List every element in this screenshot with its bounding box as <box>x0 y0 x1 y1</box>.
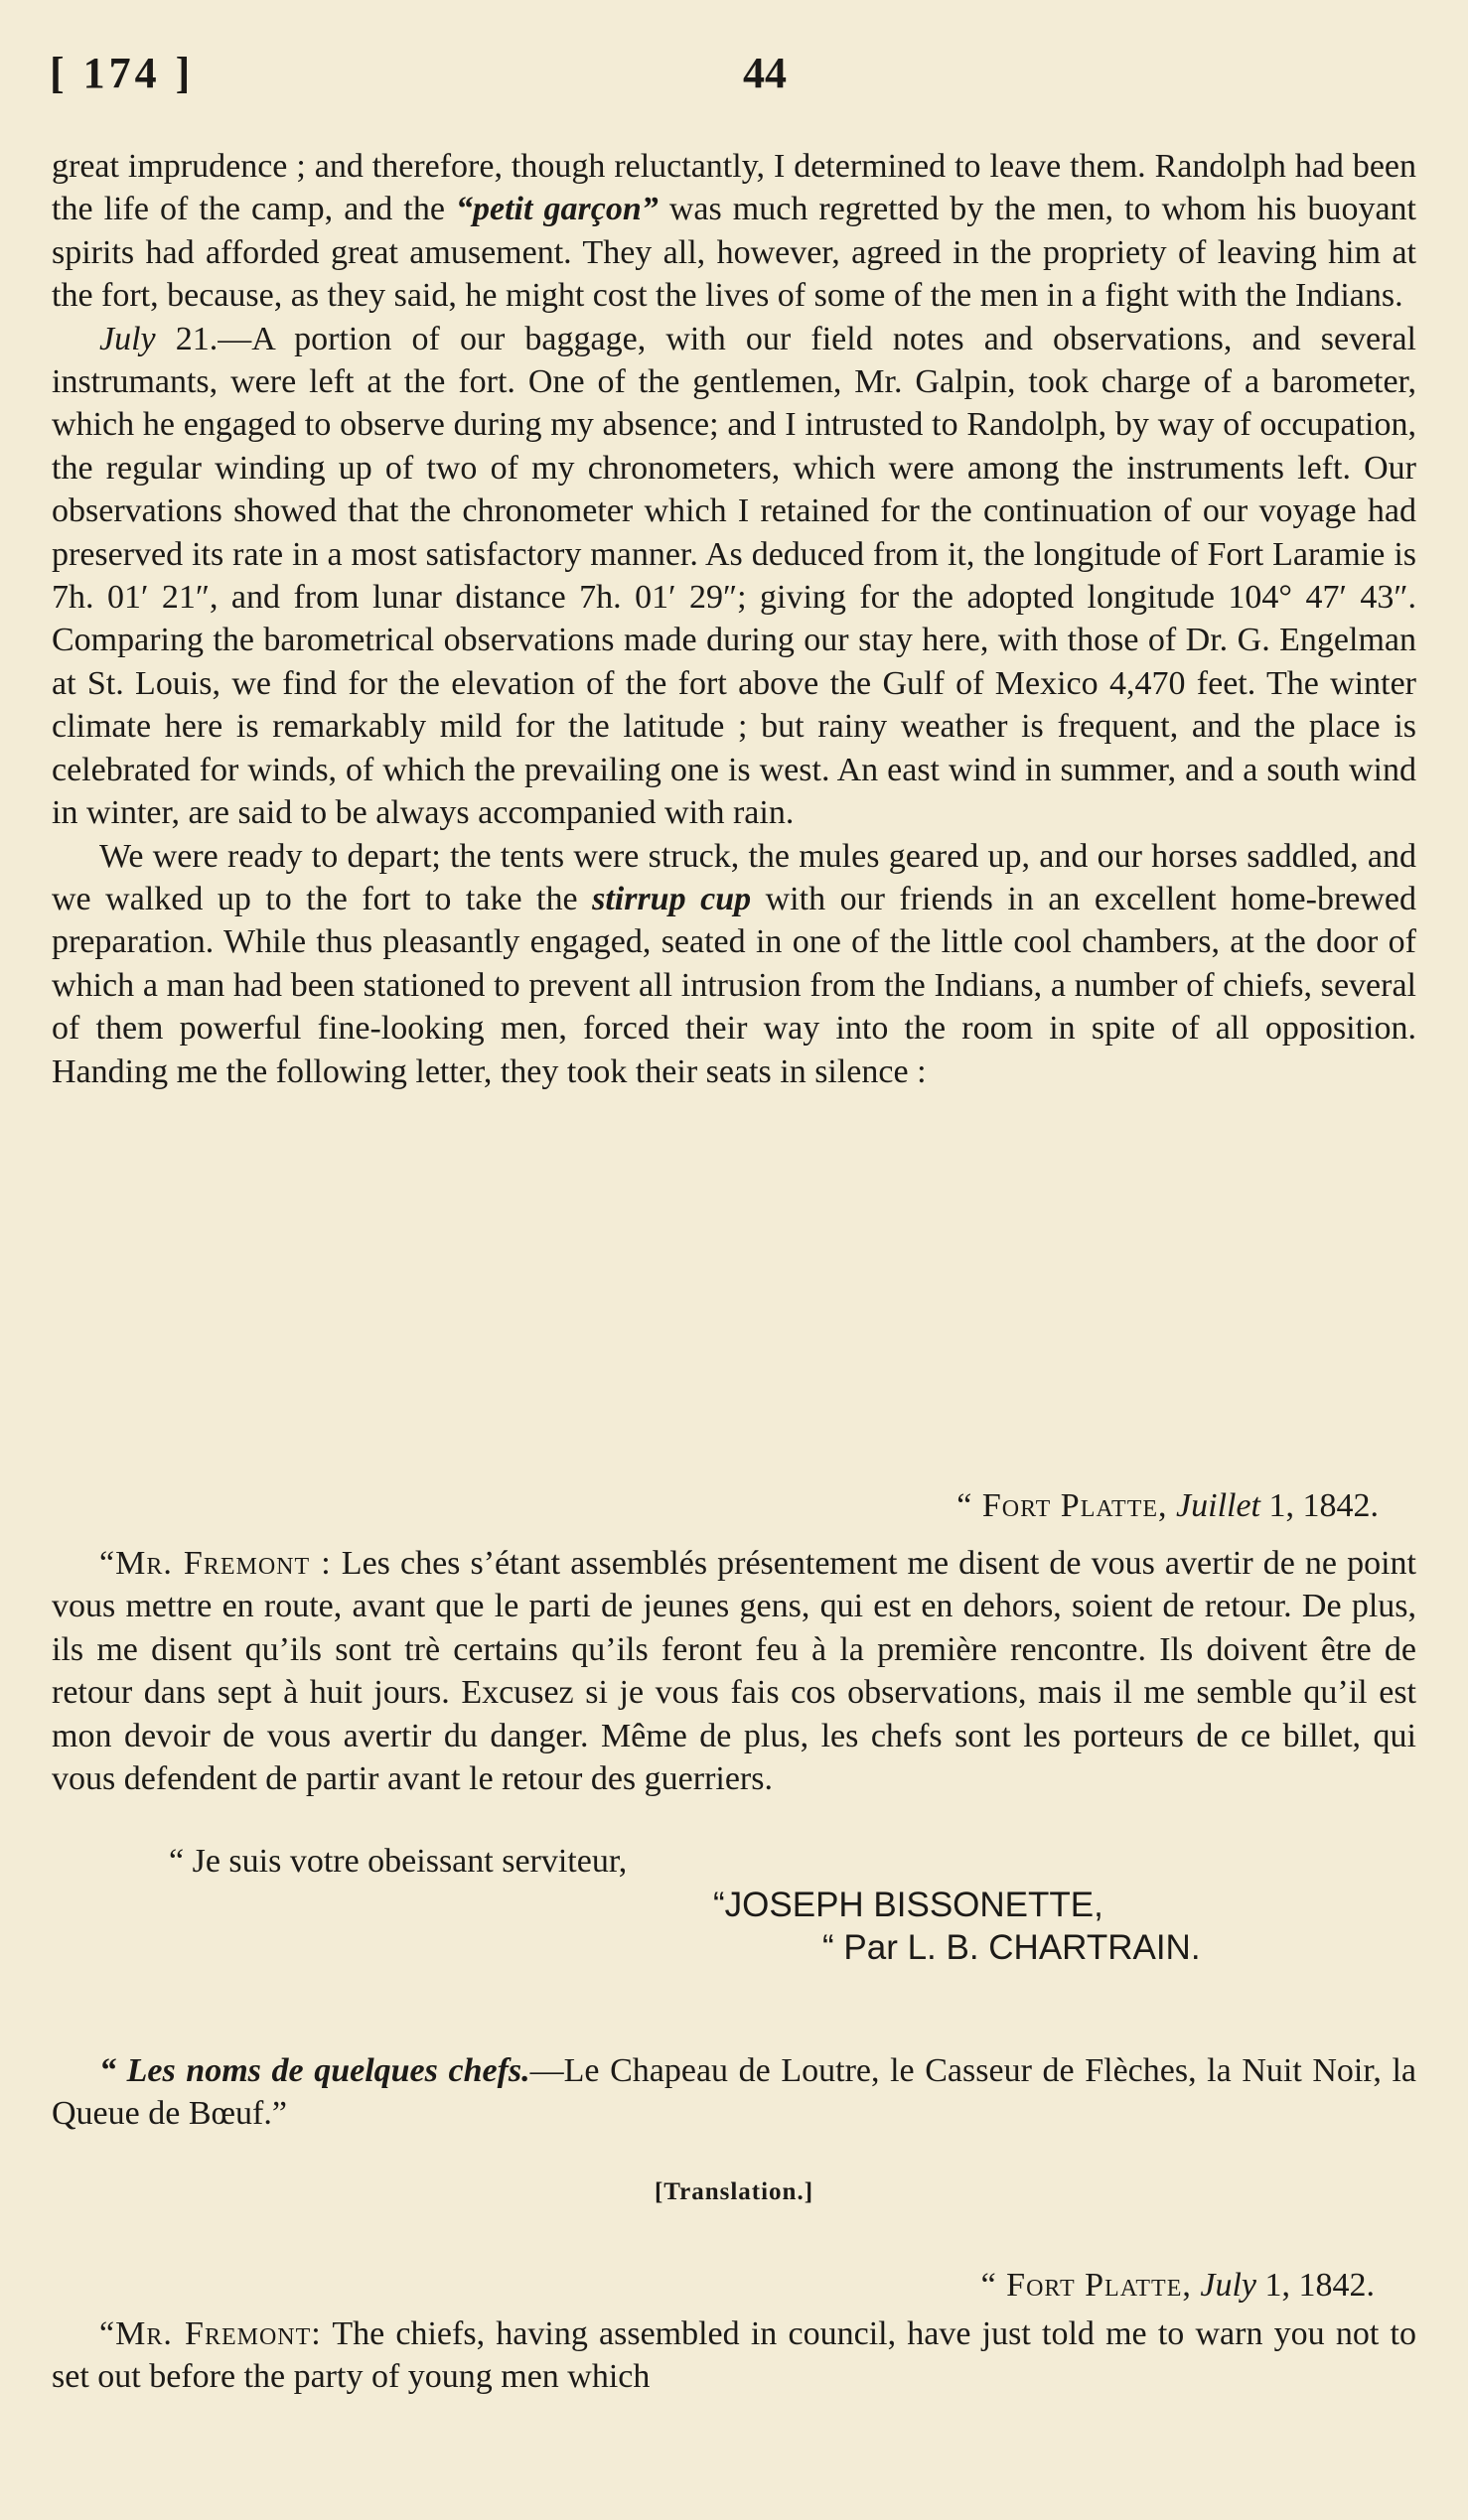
translation-paragraph: “Mr. Fremont: The chiefs, having assembled in council, have just told me to warn you not to set out before the party of young men which <box>52 2315 1416 2396</box>
letter-dateline: “ Fort Platte, Juillet 1, 1842. <box>956 1487 1379 1524</box>
names-paragraph: “ Les noms de quelques chefs.—Le Chapeau de Loutre, le Casseur de Flèches, la Nuit Noir, la Queue de Bœuf.” <box>52 2052 1416 2133</box>
quoted-phrase: “petit garçon” <box>456 191 659 228</box>
paragraph-3: We were ready to depart; the tents were struck, the mules geared up, and our horses saddled, and we walked up to the fort to take the stirrup cup with our friends in an excellent home-brewed preparation. While thus pleasantly engaged, seated in one of the little cool chambers, at the door of which a man had been stationed to prevent all intrusion from the Indians, a number of chiefs, several of them powerful fine-looking men, forced their way into the room in spite of all opposition. Handing me the following letter, they took their seats in silence : <box>52 837 1417 1090</box>
translation-salutation: “Mr. Fremont: <box>99 2315 322 2352</box>
paragraph-2: July 21.—A portion of our baggage, with our field notes and observations, and several instrumants, were left at the fort. One of the gentlemen, Mr. Galpin, took charge of a barometer, which he engaged to observe during my absence; and I intrusted to Randolph, by way of occupation, the regular winding up of two of my chronometers, which were among the instruments left. Our observations showed that the chronometer which I retained for the continuation of our voyage had preserved its rate in a most satisfactory manner. As deduced from it, the longitude of Fort Laramie is 7h. 01′ 21″, and from lunar distance 7h. 01′ 29″; giving for the adopted longitude 104° 47′ 43″. Comparing the barometrical observations made during our stay here, with those of Dr. G. Engelman at St. Louis, we find for the elevation of the fort above the Gulf of Mexico 4,470 feet. The winter climate here is remarkably mild for the latitude ; but rainy weather is frequent, and the place is celebrated for winds, of which the prevailing one is west. An east wind in summer, and a south wind in winter, are said to be always accompanied with rain. <box>52 320 1417 832</box>
letter-signature: “JOSEPH BISSONETTE, <box>713 1886 1103 1924</box>
date-label: July <box>99 320 156 357</box>
names-label: “ Les noms de quelques chefs. <box>99 2052 530 2089</box>
letter-salutation: “Mr. Fremont : <box>99 1545 332 1582</box>
letter-body <box>52 1542 1416 1800</box>
original-page-number: [ 174 ] <box>50 49 195 97</box>
emphasized-phrase: stirrup cup <box>592 880 752 917</box>
translation-body <box>52 2312 1416 2399</box>
letter-by-line: “ Par L. B. CHARTRAIN. <box>822 1928 1201 1967</box>
letter-paragraph: “Mr. Fremont : Les ches s’étant assemblés présentement me disent de vous avertir de ne point vous mettre en route, avant que le parti de jeunes gens, qui est en dehors, soient de retour. De plus, ils me disent qu’ils sont trè certains qu’ils feront feu à la première rencontre. Ils doivent être de retour dans sept à huit jours. Excusez si je vous fais cos observations, mais il me semble qu’il est mon devoir de vous avertir du danger. Même de plus, les chefs sont les porteurs de ce billet, qui vous defendent de partir avant le retour des guerriers. <box>52 1545 1416 1798</box>
paragraph-1: great imprudence ; and therefore, though reluctantly, I determined to leave them. Randolph had been the life of the camp, and the “petit garçon” was much regretted by the men, to whom his buoyant spirits had afforded great amusement. They all, however, agreed in the propriety of leaving him at the fort, because, as they said, he might cost the lives of some of the men in a fight with the Indians. <box>52 148 1416 315</box>
letter-closing: “ Je suis votre obeissant serviteur, <box>169 1843 628 1880</box>
body-text <box>52 145 1416 1093</box>
page-number: 44 <box>743 49 787 97</box>
page-header <box>50 48 1420 107</box>
translation-dateline: “ Fort Platte, July 1, 1842. <box>980 2267 1375 2304</box>
translation-heading: [Translation.] <box>654 2178 814 2205</box>
chiefs-names <box>52 2049 1416 2136</box>
